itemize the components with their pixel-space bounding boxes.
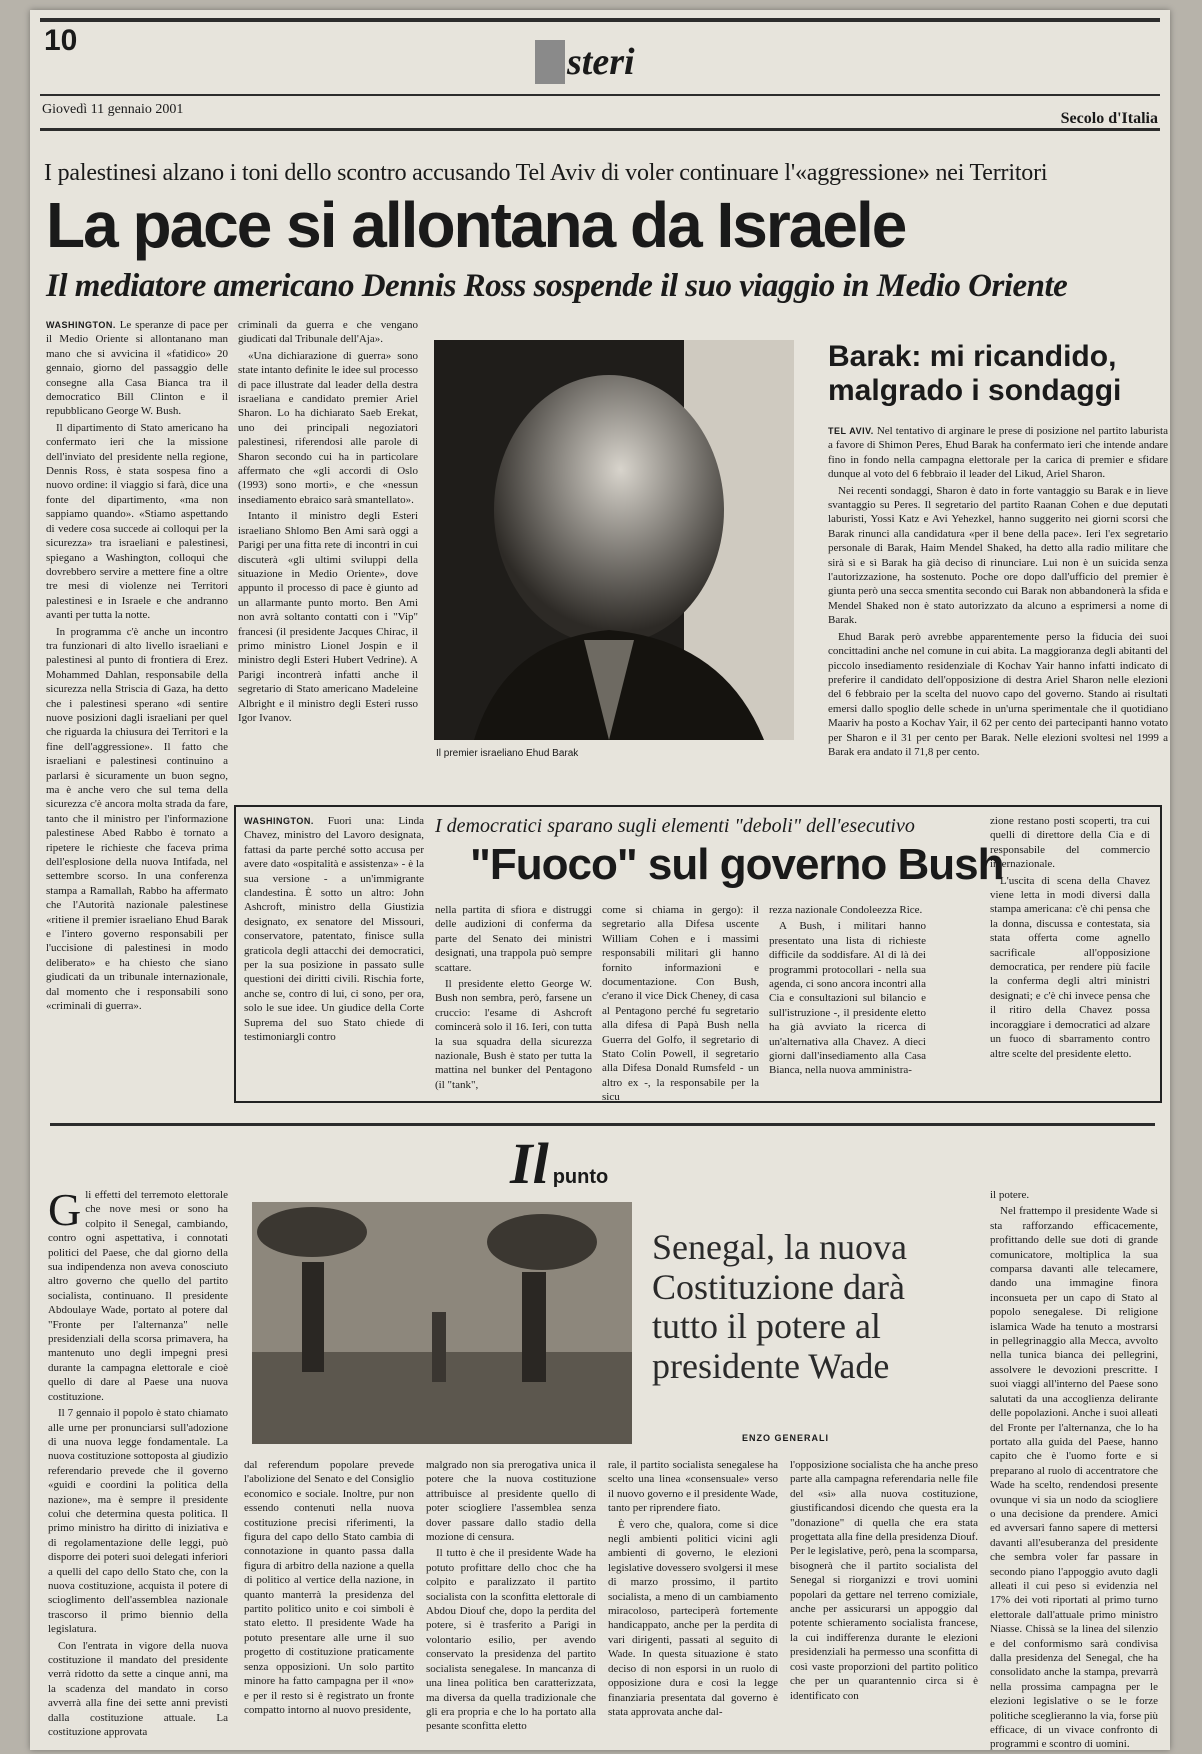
fuoco-lead-text: Fuori una: Linda Chavez, ministro del Lavoro designata, fattasi da parte perché sotto accusa per avere dato «ospitalità e assistenza» - è la sua versione - a un'immigrante clandestina. È sotto un altro: John Ashcroft, ministro della Giustizia designato, ex senatore del Missouri, conservatore, patentato, finisce sulla graticola degli attacchi dei democratici, per la sua posizione in passato sulle questioni dei diritti civili. Rischia forte, anche se, contro di lui, ci sono, per ora, solo le sue idee. Un giudice della Corte Suprema del suo Stato chiede di testimoniargli contro: [244, 815, 424, 1044]
fuoco-column-e: [990, 814, 1150, 1086]
senegal-paragraph: dal referendum popolare prevede l'abolizione del Senato e del Consiglio economico e sociale. Inoltre, pur non essendo contenuti nella nuova costituzione precisi riferimenti, la figura del capo dello Stato cambia di connotazione in quanto passa dalla figura di arbitro della nazione a quella di politico al vertice della nazione, in quanto manterrà la presidenza del partito politico unito e coi simboli è stato eletto. Il presidente Wade ha potuto presentare alle urne il suo progetto di costituzione praticamente senza opposizioni. Un solo partito minore ha fatto campagna per il «no» e per il resto si è registrato un fronte compatto intorno al nuovo presidente,: [244, 1459, 414, 1716]
senegal-lead: [48, 1184, 228, 1404]
section-title: [535, 40, 635, 84]
barak-title-line2: malgrado i sondaggi: [828, 373, 1122, 407]
senegal-paragraph: rale, il partito socialista senegalese ha scelto una linea «consensuale» verso il nuovo governo e il presidente Wade, tanto per riprendere fiato.: [608, 1459, 778, 1515]
fuoco-paragraph: A Bush, i militari hanno presentato una lista di richieste difficile da soddisfare. Al di là dei programmi protocollari - nella sua agenda, ci sono ancora incontri alla Cia e consultazioni sul bilancio e sull'istruzione -, il presidente eletto ha già avviato la ricerca di un'alternativa alla Chavez. A dieci giorni dall'insediamento alla Casa Bianca, nella nuova amministra-: [769, 920, 926, 1077]
fuoco-paragraph: nella partita di sfiora e distruggi delle audizioni di conferma da parte del Senato dei ministri designati, una trappola può sempre scattare.: [435, 904, 592, 974]
barak-photo-image: [434, 340, 794, 740]
senegal-photo: [252, 1202, 632, 1444]
punto-initial: Il: [510, 1131, 549, 1196]
fuoco-column-c: [602, 903, 759, 1104]
senegal-lead-text: li effetti del terremoto elettorale che nove mesi or sono ha colpito il Senegal, cambiando, contro ogni aspettativa, i connotati politici del Paese, che dal giorno della sua indipendenza non aveva conosciuto altro governo che quello del partito socialista, continuano. Il presidente Abdoulaye Wade, portato al potere dal "Fronte per l'alternanza" nelle presidenziali della scorsa primavera, ha mantenuto uno degli impegni presi durante la campagna elettorale e cioè quello di dare al Paese una nuova costituzione.: [48, 1189, 228, 1403]
barak-lead-text: Nel tentativo di arginare le prese di posizione nel partito laburista a favore di Shimon Peres, Ehud Barak ha confermato ieri che intende andare fino in fondo nella campagna elettorale per la carica di premier e sfidare dunque al voto del 6 febbraio il leader del Likud, Ariel Sharon.: [828, 425, 1168, 481]
top-rule: [40, 18, 1160, 22]
fuoco-paragraph: zione restano posti scoperti, tra cui quelli di direttore della Cia e di responsabile del commercio internazionale.: [990, 815, 1150, 871]
fuoco-column-d: [769, 903, 926, 1085]
header-bottom-rule: [40, 128, 1160, 131]
senegal-bottom-column-3: [608, 1458, 778, 1734]
masthead-paper-name: Secolo d'Italia: [1060, 110, 1158, 127]
main-paragraph: criminali da guerra e che vengano giudicati dal Tribunale dell'Aja».: [238, 319, 418, 346]
fuoco-kicker: I democratici sparano sugli elementi "deboli" dell'esecutivo: [435, 815, 915, 837]
senegal-right-column: [990, 1188, 1158, 1751]
barak-box-title: [828, 340, 1168, 407]
barak-dateline: TEL AVIV.: [828, 426, 874, 436]
barak-title-line1: Barak: mi ricandido,: [828, 340, 1117, 373]
main-subhead: Il mediatore americano Dennis Ross sospende il suo viaggio in Medio Oriente: [46, 268, 1068, 304]
senegal-author: ENZO GENERALI: [742, 1433, 830, 1443]
senegal-paragraph: Il 7 gennaio il popolo è stato chiamato alle urne per pronunciarsi sull'adozione di una nuova legge fondamentale. La nuova costituzione sottoposta al giudizio referendario prevede che il governo «guidi e coordini la politica della nazione», ma è sempre il presidente colui che determina questa politica. Il primo ministro ha diritto di iniziativa e di regolamentazione delle leggi, può disporre dei poteri suoi delegati inferiori a quelli del capo dello Stato che, con la nuova costituzione, acquista il potere di scioglimento dell'assemblea nazionale trascorso il primo biennio della legislatura.: [48, 1407, 228, 1636]
main-paragraph: Intanto il ministro degli Esteri israeliano Shlomo Ben Ami sarà oggi a Parigi per una fitta rete di incontri in cui discuterà «gli ultimi sviluppi della situazione in Medio Oriente», dove appunto il processo di pace è giunto ad un allarmante punto morto. Ben Ami non avrà soltanto contatti con i "Vip" francesi (il presidente Jacques Chirac, il primo ministro Lionel Jospin e il ministro degli Esteri Hubert Vedrine). A Parigi incontrerà infatti anche il segretario di Stato americano Madeleine Albright e il ministro degli Esteri russo Igor Ivanov.: [238, 510, 418, 724]
fuoco-paragraph: rezza nazionale Condoleezza Rice.: [769, 904, 923, 916]
punto-text: punto: [552, 1166, 609, 1188]
main-paragraph: In programma c'è anche un incontro tra funzionari di alto livello israeliani e palestinesi al punto di frontiera di Erez. Mohammed Dahlan, responsabile della sicurezza nella Striscia di Gaza, ha detto che i palestinesi sperano «di sentire nuove posizioni dagli israeliani per quel che riguarda la chiusura dei Territori e la fine dell'aggressione». Il fatto che israeliani e palestinesi continuino a parlarsi è sicuramente un buon segno, ma è anche vero che sul tema della sicurezza c'è ancora molta strada da fare, tanto che il ministro per l'informazione palestinese Abed Rabbo è tornato a ripetere le richieste che faceva prima dell'esplosione della nuova Intifada, nel settembre scorso. In una conferenza stampa a Ramallah, Rabbo ha affermato che l'Autorità nazionale palestinese «ritiene il premier israeliano Ehud Barak e l'intero governo responsabili per l'uccisione di palestinesi in modo deliberato» e ha chiesto che siano giudicati da un tribunale internazionale, dal momento che i responsabili sono «criminali di guerra».: [46, 625, 228, 1013]
main-paragraph: «Una dichiarazione di guerra» sono state intanto definite le idee sul processo di pace illustrate dal leader della destra israeliana e candidato premier Ariel Sharon. Lo ha dichiarato Saeb Erekat, uno dei principali negoziatori palestinesi, riferendosi alle parole di Sharon secondo cui ha in particolare affermato che «gli accordi di Oslo (1993) sono morti», e che «nessun insediamento ebraico sarà smantellato».: [238, 349, 418, 506]
senegal-bottom-column-2: [426, 1458, 596, 1734]
punto-label: [510, 1130, 608, 1197]
main-kicker: I palestinesi alzano i toni dello scontro accusando Tel Aviv di voler continuare l'«aggressione» nei Territori: [44, 160, 1048, 186]
punto-rule: [50, 1123, 1155, 1126]
fuoco-headline: "Fuoco" sul governo Bush: [470, 840, 1004, 889]
senegal-paragraph: malgrado non sia prerogativa unica il potere che la nuova costituzione attribuisce al presidente quello di poter sciogliere l'assemblea senza dover passare dallo stadio della mozione di censura.: [426, 1459, 596, 1544]
senegal-paragraph: È vero che, qualora, come si dice negli ambienti politici vicini agli ambienti di governo, le elezioni legislative dovessero svolgersi il mese di marzo prossimo, il partito socialista, a meno di un cambiamento miracoloso, parteciperà fortemente handicappato, anche per la perdita di vari dirigenti, passati al seguito di Wade. In questa situazione è stato deciso di non esporsi in un ruolo di opposizione dura e così la legge finanziaria presentata dal governo è stata approvata anche dal-: [608, 1518, 778, 1718]
main-story-lead: [46, 318, 228, 419]
senegal-left-column: [48, 1184, 228, 1739]
barak-paragraph-lead: [828, 424, 1168, 482]
barak-photo-caption: Il premier israeliano Ehud Barak: [436, 748, 579, 759]
senegal-photo-image: [252, 1202, 632, 1444]
barak-paragraph: Ehud Barak però avrebbe apparentemente perso la fiducia dei suoi concittadini anche nel comune in cui abita. La maggioranza degli abitanti del piccolo insediamento residenziale di Kochav Yair hanno infatti indicato di preferire il candidato dell'opposizione di destra Ariel Sharon nelle elezioni del 6 febbraio per la scelta del nuovo capo del governo. Stando ai risultati emersi dallo spoglio delle schede in un'urna sperimentale che il quotidiano Maariv ha posto a Kochav Yair, il 62 per cento dei partecipanti hanno votato per Sharon e il 31 per cento per Barak. Nelle elezioni svoltesi nel 1999 a Barak era andato il 71,8 per cento.: [828, 630, 1168, 758]
barak-paragraph: Nei recenti sondaggi, Sharon è dato in forte vantaggio su Barak e in lieve svantaggio su Peres. Il segretario del partito Raanan Cohen e due deputati laburisti, Yossi Katz e Avi Yehezkel, hanno suggerito nei giorni scorsi che Barak rinunci alla candidatura «per il bene della pace». Ieri l'ex segretario personale di Barak, Haim Mendel Shaked, ha detto alla radio militare che sirà sì e sì Barak ha già deciso di rinunciare. Lui non è un suicida senza l'autorizzazione, ha sostenuto. Poche ore dopo dall'ufficio del premier è giunta però una secca smentita secondo cui Barak non abbandonerà la sfida e Mendel Shaked non è stato autorizzato da alcuno a esprimersi a nome di Barak.: [828, 484, 1168, 627]
main-lead-text: Le speranze di pace per il Medio Oriente si allontanano man mano che si avvicina il «fatidico» 20 gennaio, giorno del passaggio delle consegne alla Casa Bianca tra il democratico Bill Clinton e il repubblicano George W. Bush.: [46, 319, 228, 418]
header-rule: [40, 94, 1160, 96]
senegal-dropcap: G: [48, 1184, 82, 1235]
page-number: 10: [44, 24, 78, 57]
fuoco-column-b: [435, 903, 592, 1091]
senegal-bottom-column-1: [244, 1458, 414, 1734]
main-story-column-2: [238, 318, 418, 790]
senegal-bottom-column-4: [790, 1458, 978, 1734]
fuoco-paragraph: L'uscita di scena della Chavez viene letta in modi diversi dalla stampa americana: c'è chi pensa che la donna, discussa e contestata, sia stata offerta come agnello sacrificale all'opposizione democratica, per rendere più facile la conferma degli altri ministri designati; e c'è chi invece pensa che il ritiro della Chavez possa incoraggiare i democratici ad alzare un fuoco di sbarramento contro altre scelte del presidente eletto.: [990, 874, 1150, 1060]
fuoco-dateline: WASHINGTON.: [244, 816, 314, 826]
section-title-text: steri: [567, 41, 635, 83]
fuoco-paragraph: Il presidente eletto George W. Bush non sembra, però, farsene un cruccio: l'esame di Ashcroft comincerà solo il 16. Ieri, con tutta la sua squadra della sicurezza nazionale, Bush è stato per tutta la mattina nel bunker del Pentagono (il "tank",: [435, 978, 592, 1091]
issue-date: Giovedì 11 gennaio 2001: [42, 102, 184, 117]
senegal-paragraph: Con l'entrata in vigore della nuova costituzione il mandato del presidente verrà ridotto da sette a cinque anni, ma la scadenza del mandato in corso avverrà alla fine dei sette anni previsti dalla costituzione attuale. La costituzione approvata: [48, 1639, 228, 1739]
newspaper-page: [30, 10, 1170, 1750]
main-dateline: WASHINGTON.: [46, 320, 116, 330]
barak-box-body: [828, 424, 1168, 804]
main-paragraph: Il dipartimento di Stato americano ha confermato ieri che la missione dell'inviato del presidente nella regione, Dennis Ross, è stata sospesa fino a nuovo ordine: il viaggio si farà, dice una fonte del dipartimento, «ma non sappiamo quando». «Stiamo aspettando di vedere cosa succede ai colloqui per la sicurezza» tra israeliani e palestinesi, spiegano a Washington, colloqui che dovrebbero servire a mettere fine a oltre tre mesi di violenze nei Territori palestinesi e in Israele e che andranno avanti per tutta la notte.: [46, 421, 228, 622]
barak-photo: [434, 340, 794, 740]
main-story-column-1: [46, 318, 228, 1013]
senegal-paragraph: Nel frattempo il presidente Wade si sta rafforzando efficacemente, profittando delle sue doti di grande comunicatore, moltiplica la sua comparsa davanti alle telecamere, dando una immagine finora inconsueta per un capo di Stato al popolo senegalese. Di religione islamica Wade ha tenuto a mostrarsi in pellegrinaggio alla Mecca, avvolto nella tunica bianca dei pellegrini, assolvere le devozioni prescritte. I suoi viaggi all'interno del Paese sono salutati da una accoglienza delirante delle popolazioni. Anche i suoi alleati del Fronte per l'alternanza, che lo ha portato alla guida del Paese, hanno capito che è l'uomo forte e si preparano al ruolo di accentratore che Wade ha scelto, rendendosi presente ovunque vi sia un nodo da sciogliere o una decisione da prendere. Amici ed avversari fanno sapere di mettersi davanti all'esuberanza del presidente che sembra voler far passare in secondo piano l'appoggio avuto dagli alleati il cui peso si evidenzia nel 17% dei voti riportati al primo turno elettorale dall'attuale primo ministro Niasse. Chissà se la linea del silenzio e del conformismo sarà condivisa dalla presidenza del Senegal, che ha consolidato anche la stampa, prevarrà nella prossima campagna per le elezioni legislative o se le forze politiche sceglieranno la via, forse più efficace, di un vivace confronto di programmi e scontro di uomini.: [990, 1205, 1158, 1751]
fuoco-column-a: [244, 814, 424, 1084]
senegal-paragraph: il potere.: [990, 1189, 1030, 1201]
senegal-paragraph: Il tutto è che il presidente Wade ha potuto profittare dello choc che ha colpito e paralizzato il partito socialista con la sconfitta elettorale di Abdou Diouf che, dopo la perdita del potere, si è trasferito a Parigi in volontario esilio, per avendo conservato la presidenza del partito socialista senegalese. In mancanza di una linea politica ben caratterizzata, ma diversa da quella tradizionale che gli era propria e che lo ha portato alla pesante sconfitta eletto: [426, 1547, 596, 1733]
fuoco-lead: [244, 814, 424, 1045]
main-headline: La pace si allontana da Israele: [46, 189, 906, 261]
section-initial-block: [535, 40, 565, 84]
senegal-title: Senegal, la nuova Costituzione darà tutto il potere al presidente Wade: [652, 1227, 907, 1386]
senegal-paragraph: l'opposizione socialista che ha anche preso parte alla campagna referendaria nelle file del «sì» alla nuova costituzione, giustificandosi dicendo che questa era la "donazione" di quella che era stata progettata alla fine della presidenza Diouf. Per le legislative, però, pena la scomparsa, bisognerà che il partito socialista del Senegal si riorganizzi e trovi uomini popolari da gettare nel terreno comiziale, anche per assicurarsi un appoggio dal potente schieramento socialista francese, la cui indifferenza durante le elezioni presidenziali ha permesso una sconfitta di così vaste proporzioni del partito politico che per un quarantennio circa si è identificato con: [790, 1459, 978, 1702]
fuoco-paragraph: come si chiama in gergo): il segretario alla Difesa uscente William Cohen e i massimi responsabili militari gli hanno fornito informazioni e documentazione. Con Bush, c'erano il vice Dick Cheney, di casa al Pentagono perché fu segretario alla difesa di Papà Bush nella Guerra del Golfo, il segretario di Stato Colin Powell, il segretario alla Difesa Donald Rumsfeld - un altro ex -, la responsabile per la sicu: [602, 904, 759, 1104]
